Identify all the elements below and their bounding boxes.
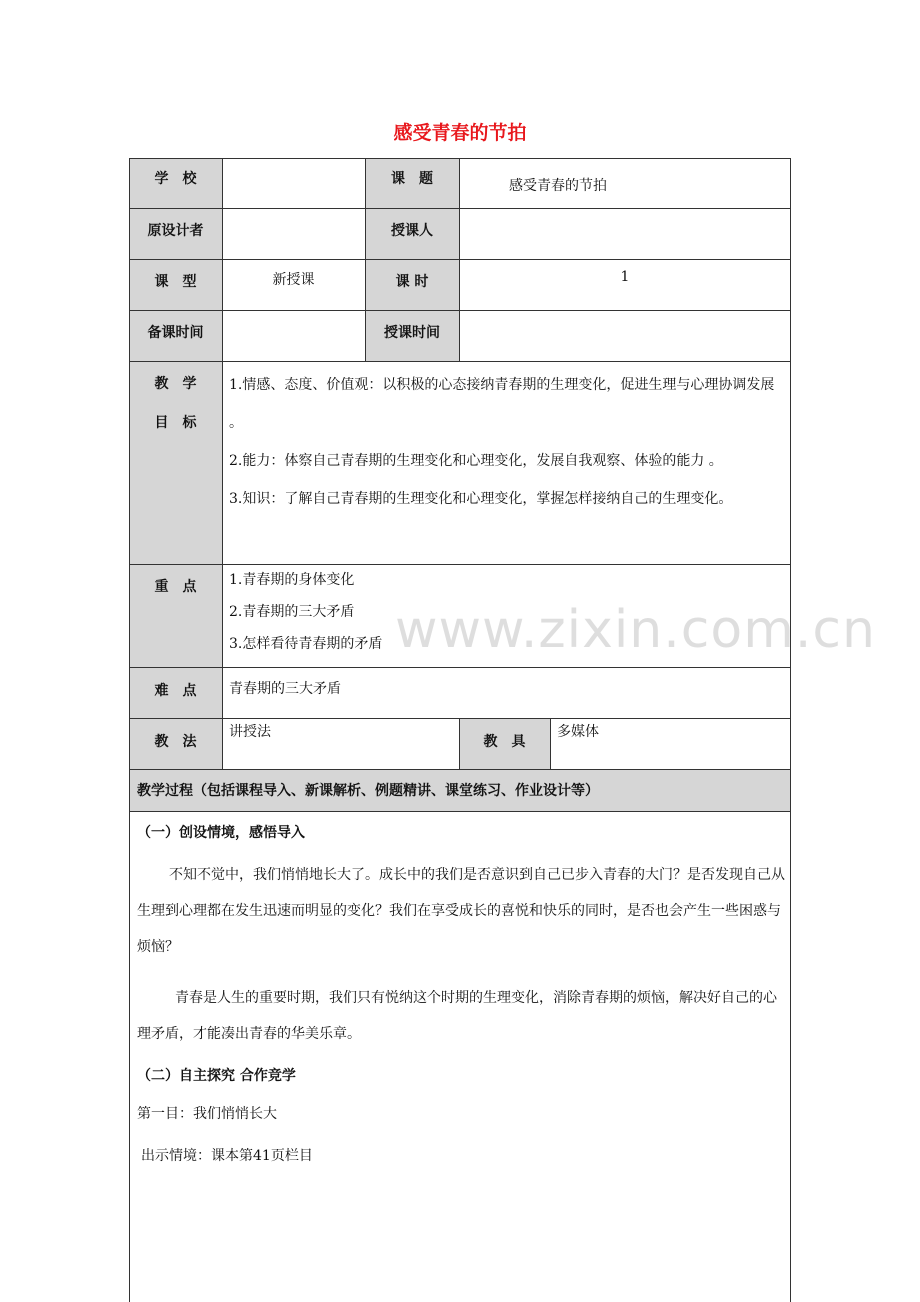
lesson-plan-table	[129, 158, 791, 1302]
row-divider	[129, 667, 791, 668]
process-header: 教学过程（包括课程导入、新课解析、例题精讲、课堂练习、作业设计等）	[137, 783, 599, 799]
document-title: 感受青春的节拍	[393, 122, 527, 144]
teacher-label: 授课人	[391, 223, 433, 239]
row-divider	[129, 811, 791, 812]
topic-value: 感受青春的节拍	[509, 178, 607, 194]
table-border-top	[129, 158, 791, 159]
section1-heading: （一）创设情境，感悟导入	[137, 825, 305, 841]
difficulty-label: 难 点	[154, 683, 197, 699]
column-divider	[459, 158, 460, 361]
topic-label: 课 题	[391, 171, 433, 187]
hours-value: 1	[620, 269, 630, 285]
table-border-right	[790, 158, 791, 1302]
watermark: www.zixin.com.cn	[395, 600, 876, 660]
column-divider	[550, 718, 551, 769]
section1-paragraph: 青春是人生的重要时期，我们只有悦纳这个时期的生理变化，消除青春期的烦恼，解决好自己的心理矛盾，才能凑出青春的华美乐章。	[137, 990, 777, 1042]
row-divider	[129, 769, 791, 770]
goals-label-line1: 教 学	[154, 376, 197, 392]
column-divider	[222, 158, 223, 769]
method-label: 教 法	[154, 734, 197, 750]
goal-item: 3.知识：了解自己青春期的生理变化和心理变化，掌握怎样接纳自己的生理变化。	[229, 491, 733, 507]
key-point-item: 1.青春期的身体变化	[229, 572, 355, 588]
teach-time-label: 授课时间	[384, 325, 440, 341]
section2-line: 出示情境：课本第41页栏目	[141, 1148, 313, 1164]
difficulty-value: 青春期的三大矛盾	[229, 681, 341, 697]
goal-item: 2.能力：体察自己青春期的生理变化和心理变化，发展自我观察、体验的能力 。	[229, 453, 723, 469]
key-point-item: 3.怎样看待青春期的矛盾	[229, 636, 383, 652]
method-value: 讲授法	[229, 724, 271, 740]
tools-value: 多媒体	[557, 724, 599, 740]
section2-line: 第一目：我们悄悄长大	[137, 1106, 277, 1122]
school-label: 学 校	[154, 171, 197, 187]
hours-label: 课 时	[395, 274, 429, 290]
row-divider	[129, 208, 791, 209]
row-divider	[129, 361, 791, 362]
goal-item: 1.情感、态度、价值观：以积极的心态接纳青春期的生理变化，促进生理与心理协调发展 。	[229, 377, 775, 431]
prep-time-label: 备课时间	[147, 325, 204, 341]
goals-label-line2: 目 标	[154, 415, 197, 431]
row-divider	[129, 718, 791, 719]
lesson-type-label: 课 型	[154, 274, 197, 290]
section2-heading: （二）自主探究 合作竞学	[137, 1068, 296, 1084]
section1-paragraph: 不知不觉中，我们悄悄地长大了。成长中的我们是否意识到自己已步入青春的大门？是否发现自己从生理到心理都在发生迅速而明显的变化？我们在享受成长的喜悦和快乐的同时，是否也会产生一些困惑与烦恼？	[137, 867, 785, 955]
key-point-item: 2.青春期的三大矛盾	[229, 604, 355, 620]
designer-label: 原设计者	[147, 223, 204, 239]
goals-list	[229, 366, 787, 518]
tools-label: 教 具	[483, 734, 526, 750]
row-divider	[129, 259, 791, 260]
key-points-list	[229, 564, 382, 660]
row-divider	[129, 310, 791, 311]
lesson-type-value: 新授课	[272, 272, 315, 288]
key-points-label: 重 点	[154, 579, 197, 595]
